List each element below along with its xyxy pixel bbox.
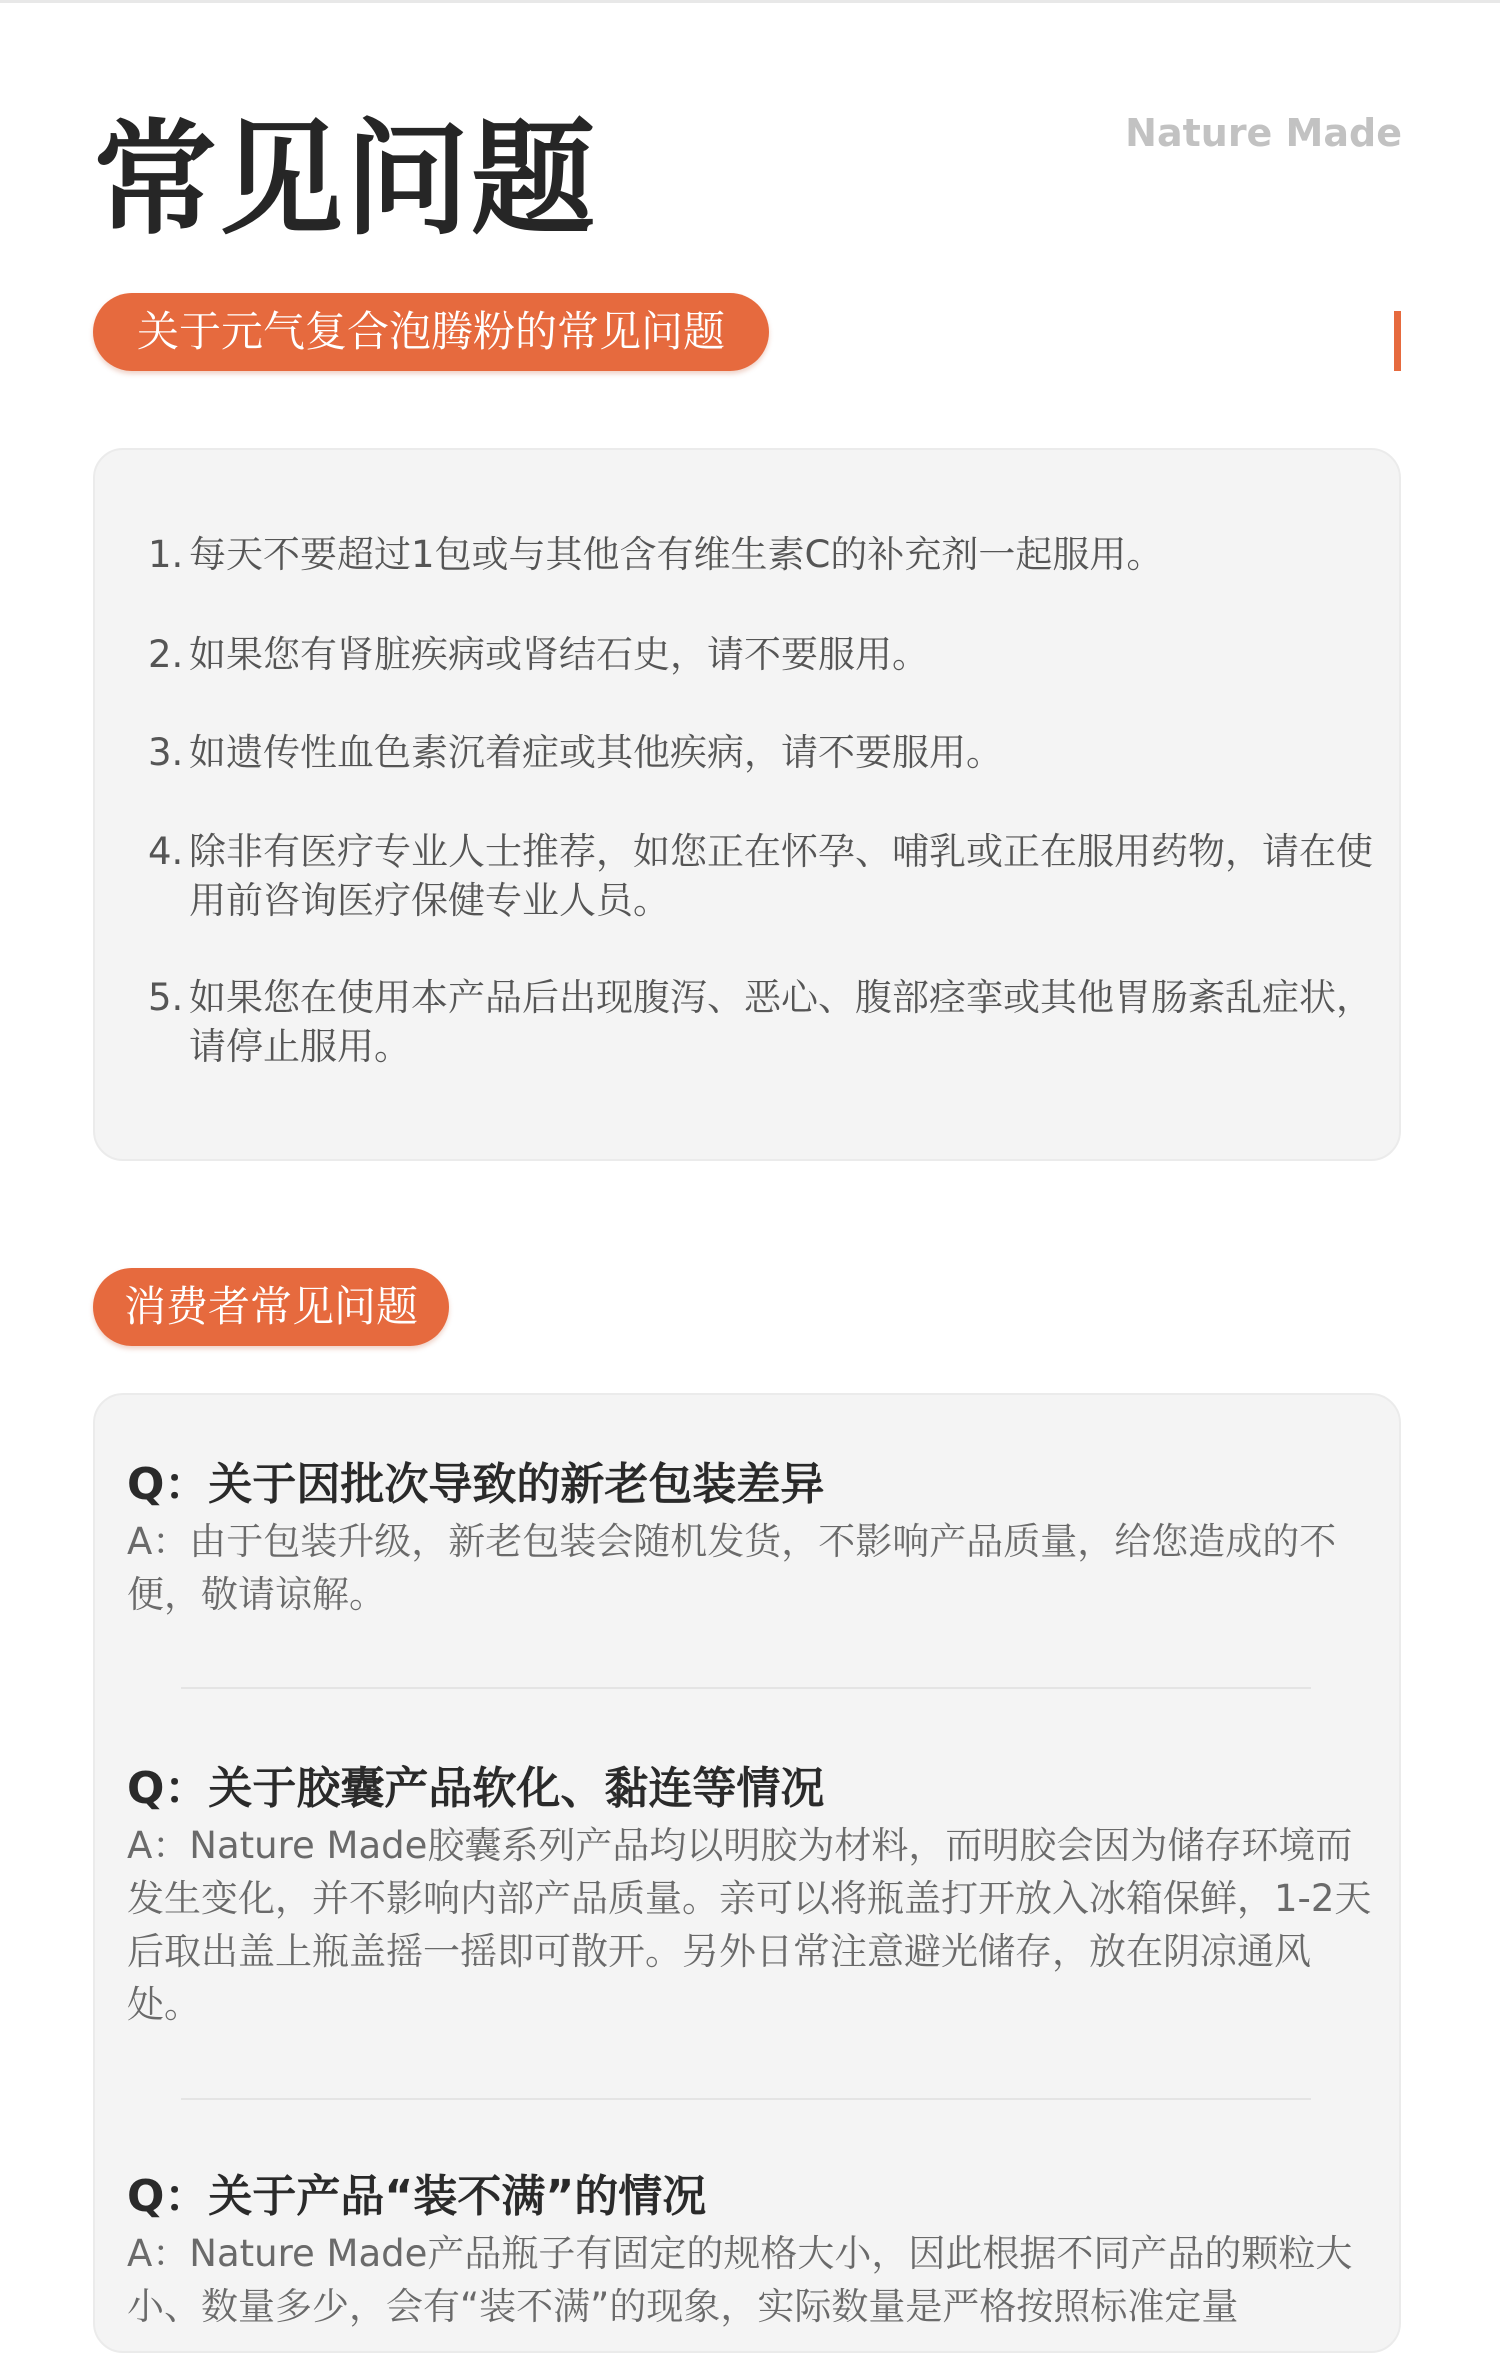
list-item-number: 3. [148, 731, 184, 774]
list-item-number: 1. [148, 533, 184, 576]
faq-question: Q：关于产品“装不满”的情况 [127, 2171, 707, 2222]
page-title: 常见问题 [93, 108, 598, 252]
faq-item [127, 2169, 1377, 2333]
list-item [148, 530, 1378, 579]
list-item-number: 2. [148, 633, 184, 676]
list-item [148, 728, 1378, 777]
faq-item [127, 1457, 1377, 1621]
faq-question: Q：关于因批次导致的新老包装差异 [127, 1459, 825, 1510]
list-item [148, 827, 1378, 925]
faq-divider [181, 1687, 1311, 1689]
list-item-text: 每天不要超过1包或与其他含有维生素C的补充剂一起服用。 [189, 533, 1164, 576]
brand-logo: Nature Made [1125, 111, 1402, 155]
product-faq-card [93, 448, 1401, 1161]
faq-answer: A：由于包装升级，新老包装会随机发货，不影响产品质量，给您造成的不便，敬请谅解。 [127, 1520, 1337, 1616]
section-label-product-faq: 关于元气复合泡腾粉的常见问题 [93, 293, 769, 371]
list-item-number: 4. [148, 830, 184, 873]
section-label-consumer-faq: 消费者常见问题 [93, 1268, 449, 1346]
list-item [148, 973, 1378, 1071]
list-item-text: 除非有医疗专业人士推荐，如您正在怀孕、哺乳或正在服用药物，请在使用前咨询医疗保健专业人员。 [189, 830, 1373, 922]
top-divider [0, 0, 1500, 3]
consumer-faq-card [93, 1393, 1401, 2353]
list-item-text: 如遗传性血色素沉着症或其他疾病，请不要服用。 [189, 731, 1003, 774]
faq-divider [181, 2098, 1311, 2100]
faq-answer: A：Nature Made胶囊系列产品均以明胶为材料，而明胶会因为储存环境而发生变化，并不影响内部产品质量。亲可以将瓶盖打开放入冰箱保鲜，1-2天后取出盖上瓶盖摇一摇即可散开。另外日常注意避光储存，放在阴凉通风处。 [127, 1824, 1372, 2026]
faq-question: Q：关于胶囊产品软化、黏连等情况 [127, 1763, 825, 1814]
faq-item [127, 1761, 1377, 2031]
accent-bar [1394, 311, 1401, 371]
list-item-text: 如果您在使用本产品后出现腹泻、恶心、腹部痉挛或其他胃肠紊乱症状，请停止服用。 [189, 976, 1373, 1068]
faq-answer: A：Nature Made产品瓶子有固定的规格大小，因此根据不同产品的颗粒大小、数量多少，会有“装不满”的现象，实际数量是严格按照标准定量 [127, 2232, 1353, 2328]
list-item-text: 如果您有肾脏疾病或肾结石史，请不要服用。 [189, 633, 929, 676]
list-item [148, 630, 1378, 679]
list-item-number: 5. [148, 976, 184, 1019]
